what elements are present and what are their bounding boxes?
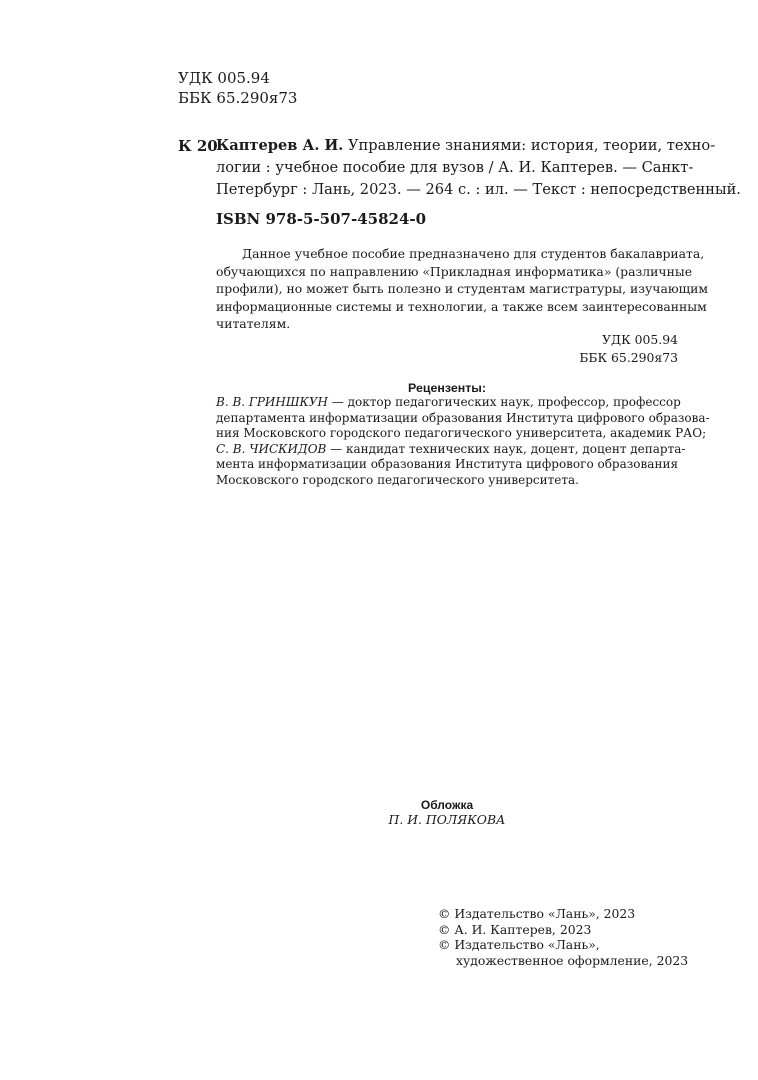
reviewer-line: ния Московского городского педагогического университета, академик РАО; xyxy=(216,426,707,440)
title-start: Управление знаниями: история, теории, техно- xyxy=(343,137,716,154)
reviewer-name: В. В. ГРИНШКУН xyxy=(216,395,328,409)
copyright-line: © А. И. Каптерев, 2023 xyxy=(438,921,592,937)
author-name: Каптерев А. И. xyxy=(216,137,344,154)
reviewer-line xyxy=(216,441,686,458)
reviewers-heading: Рецензенты: xyxy=(408,381,486,395)
annotation-line: профили), но может быть полезно и студентам магистратуры, изучающим xyxy=(216,281,709,296)
bib-line-1 xyxy=(216,135,716,157)
cover-heading: Обложка xyxy=(420,798,474,812)
annotation-line: обучающихся по направлению «Прикладная информатика» (различные xyxy=(216,263,693,279)
annotation-line: читателям. xyxy=(216,316,291,331)
bibliographic-record xyxy=(216,135,741,201)
copyright-line: © Издательство «Лань», 2023 xyxy=(438,906,636,921)
reviewer-line xyxy=(216,395,681,411)
reviewer-text: — кандидат технических наук, доцент, доцент департа- xyxy=(326,441,686,456)
annotation-line: Данное учебное пособие предназначено для студентов бакалавриата, xyxy=(242,246,705,261)
bbk-code: ББК 65.290я73 xyxy=(178,89,298,107)
isbn: ISBN 978-5-507-45824-0 xyxy=(216,210,427,228)
cover-designer: П. И. ПОЛЯКОВА xyxy=(388,812,506,827)
classification-codes xyxy=(178,68,297,108)
reviewer-line: департамента информатизации образования Института цифрового образова- xyxy=(216,410,710,425)
copyright-block xyxy=(438,906,688,968)
bib-line-2: логии : учебное пособие для вузов / А. И. Каптерев. — Санкт- xyxy=(216,159,694,176)
author-mark: К 20 xyxy=(178,137,218,155)
reviewers-list xyxy=(216,395,710,488)
bib-line-3: Петербург : Лань, 2023. — 264 с. : ил. — Текст : непосредственный. xyxy=(216,181,741,198)
annotation-line: информационные системы и технологии, а также всем заинтересованным xyxy=(216,298,707,314)
annotation-codes xyxy=(579,331,678,366)
reviewer-text: — доктор педагогических наук, профессор, профессор xyxy=(327,395,681,409)
reviewer-name: С. В. ЧИСКИДОВ xyxy=(216,441,327,456)
reviewer-line: Московского городского педагогического университета. xyxy=(216,472,579,487)
udk-code: УДК 005.94 xyxy=(178,69,270,87)
bbk-code: ББК 65.290я73 xyxy=(579,349,678,365)
udk-code: УДК 005.94 xyxy=(602,332,678,347)
annotation xyxy=(216,245,709,333)
reviewer-line: мента информатизации образования Института цифрового образования xyxy=(216,457,679,471)
copyright-line: © Издательство «Лань», xyxy=(438,937,600,952)
copyright-line: художественное оформление, 2023 xyxy=(456,952,689,968)
